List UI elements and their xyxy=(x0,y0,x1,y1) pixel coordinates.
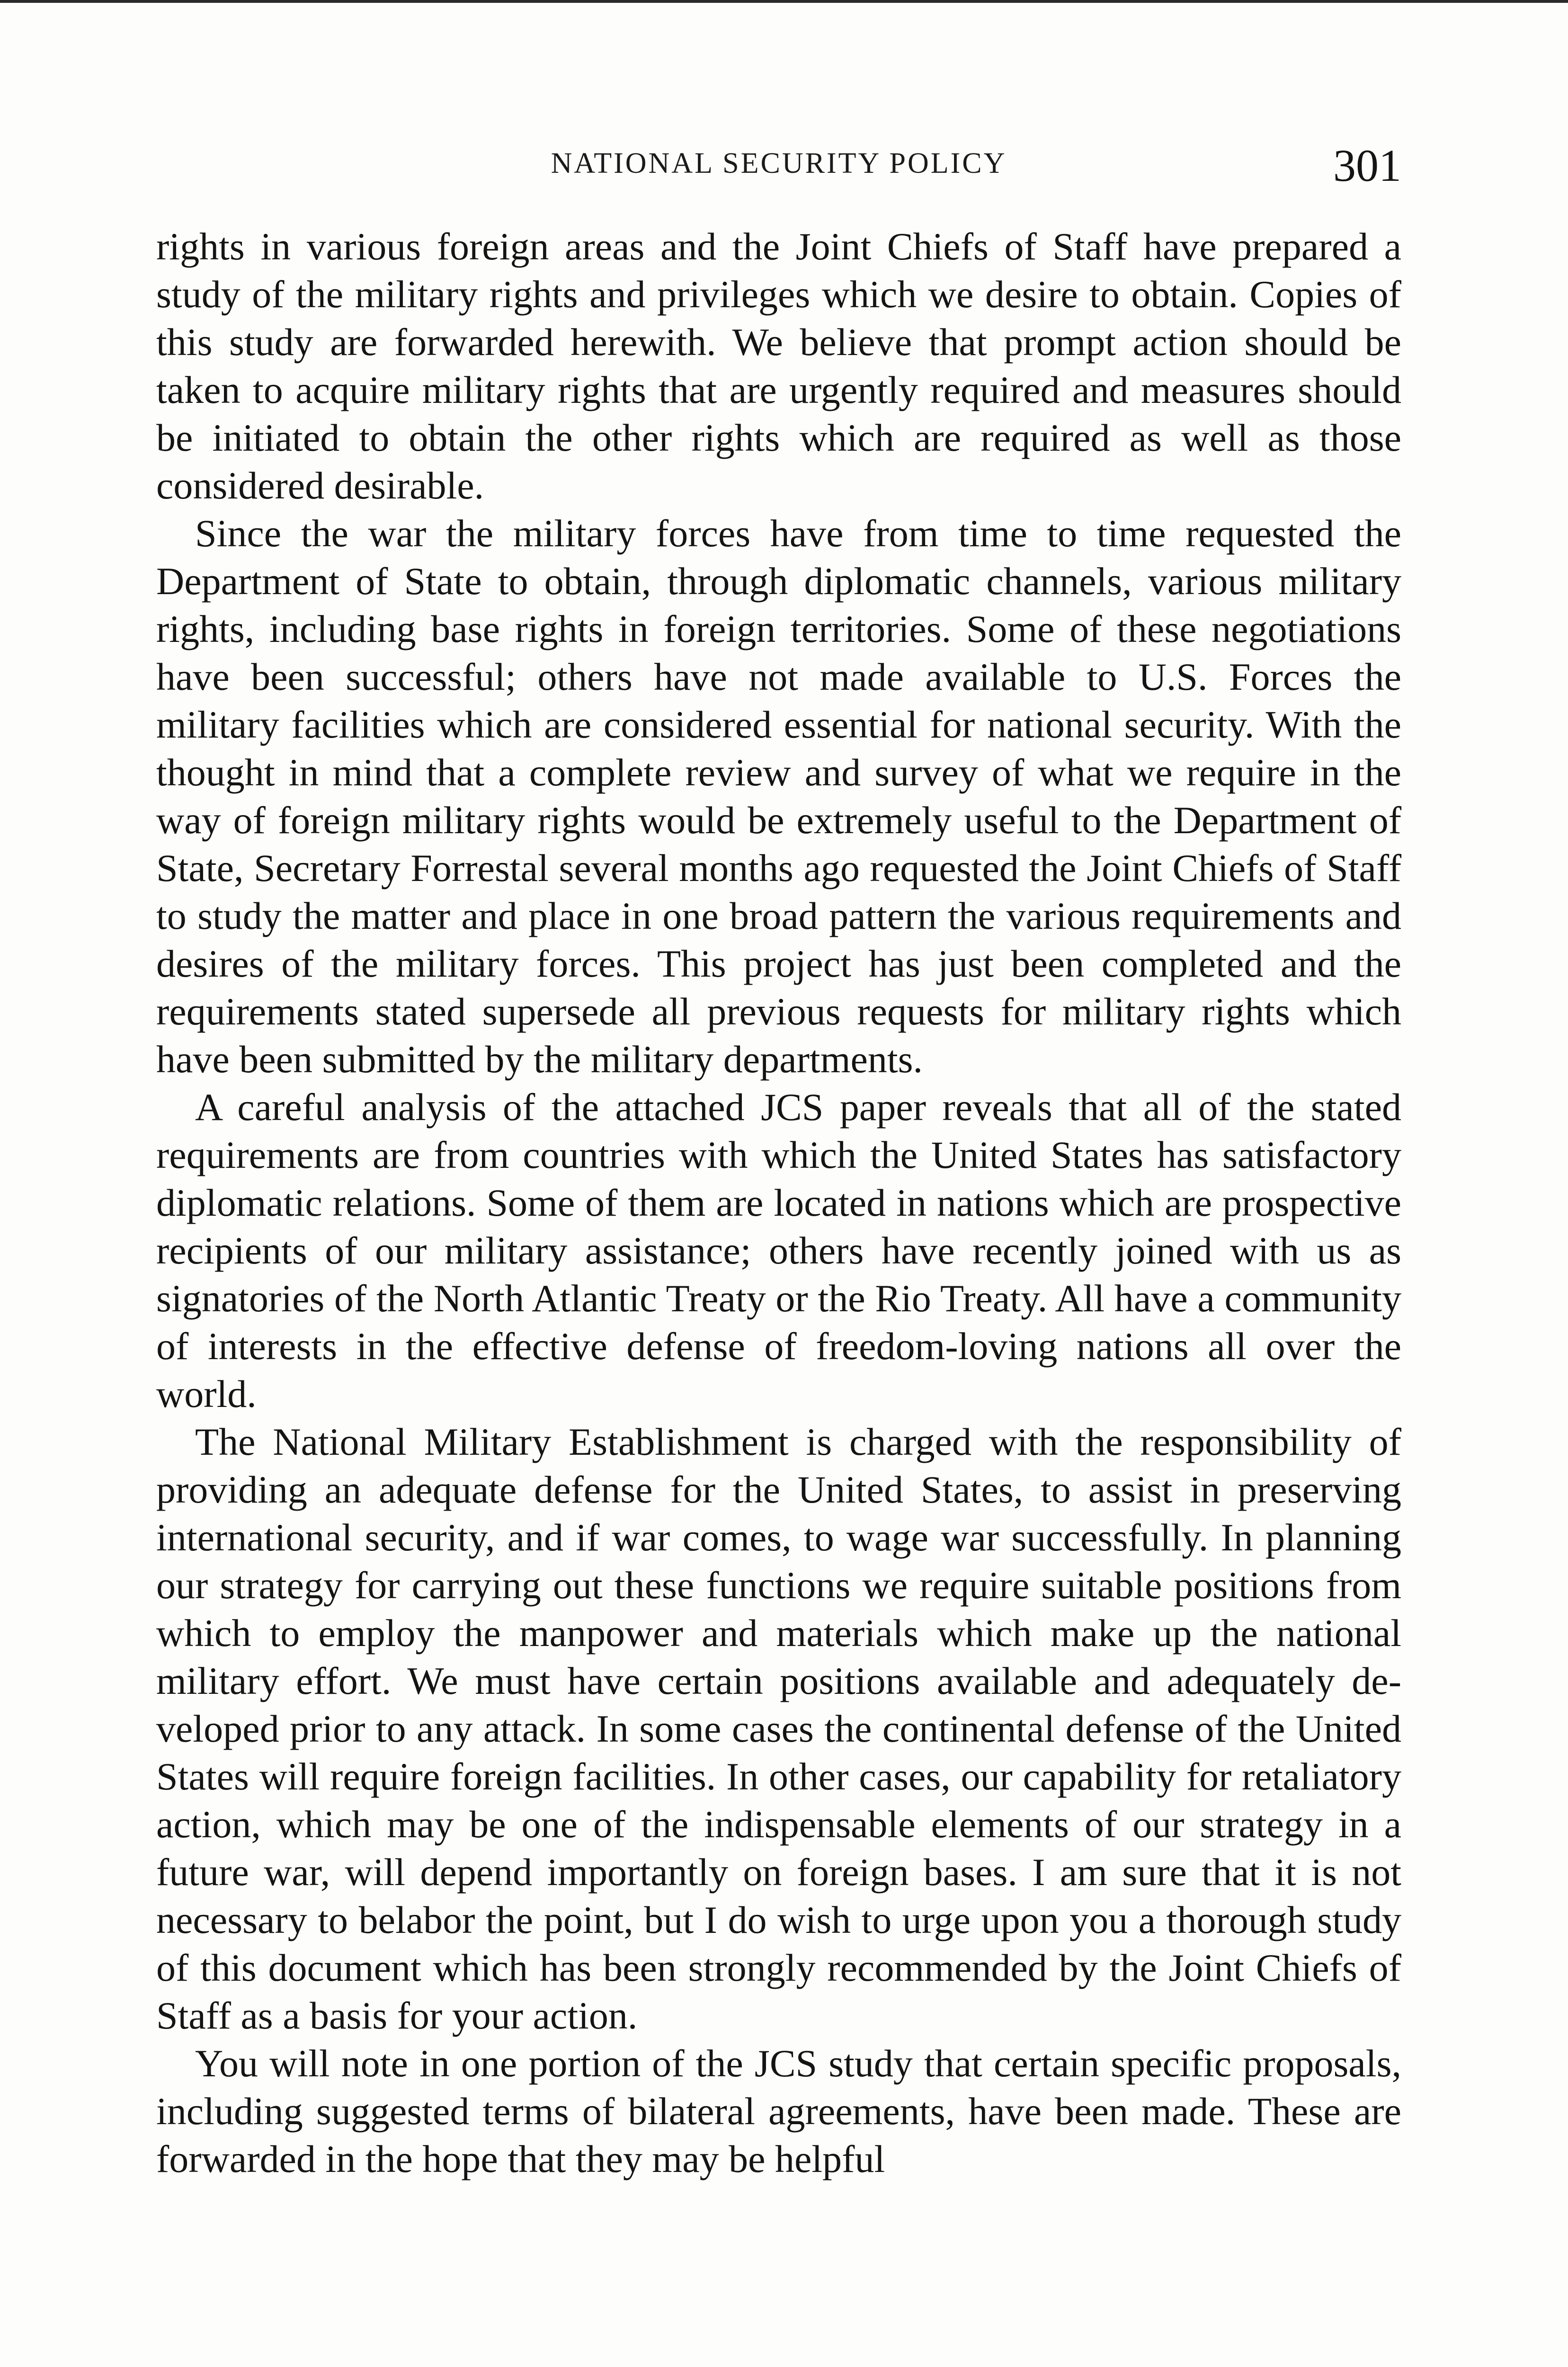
paragraph: The National Military Establishment is charged with the responsibility of providing an adequate defense for the United States, to assist in preserving international security, and if war comes, to wage war successfully. In planning our strategy for carrying out these functions we require suitable positions from which to employ the manpower and materials which make up the national military effort. We must have certain positions available and adequately developed prior to any attack. In some cases the continental defense of the United States will require foreign facilities. In other cases, our capability for retaliatory action, which may be one of the indispensable elements of our strategy in a future war, will depend importantly on foreign bases. I am sure that it is not necessary to belabor the point, but I do wish to urge upon you a thorough study of this document which has been strongly recommended by the Joint Chiefs of Staff as a basis for your action. xyxy=(156,1420,1401,2037)
paragraph: A careful analysis of the attached JCS paper reveals that all of the stated requirements are from countries with which the United States has satisfactory diplomatic relations. Some of them are located in nations which are prospective recipients of our military assistance; others have recently joined with us as signatories of the North Atlantic Treaty or the Rio Treaty. All have a community of interests in the effective defense of freedom-loving nations all over the world. xyxy=(156,1086,1401,1415)
paragraph: You will note in one portion of the JCS study that certain specific proposals, including suggested terms of bilateral agreements, have been made. These are forwarded in the hope that they may be helpful xyxy=(156,2042,1401,2180)
running-head xyxy=(156,142,1401,194)
running-title: NATIONAL SECURITY POLICY xyxy=(551,147,1007,179)
paragraph-continued: rights in various foreign areas and the Joint Chiefs of Staff have prepared a study of the military rights and privileges which we desire to obtain. Copies of this study are forwarded herewith. We believe that prompt action should be taken to acquire military rights that are urgently required and measures should be initiated to obtain the other rights which are required as well as those considered desirable. xyxy=(156,225,1401,507)
page-number: 301 xyxy=(1333,140,1401,191)
body-text xyxy=(156,222,1401,2183)
paragraph: Since the war the military forces have from time to time requested the Department of State to obtain, through diplomatic channels, various military rights, including base rights in foreign territories. Some of these negotiations have been successful; others have not made available to U.S. Forces the military facilities which are considered essential for national security. With the thought in mind that a complete review and survey of what we require in the way of foreign military rights would be extremely useful to the Department of State, Secretary Forrestal several months ago requested the Joint Chiefs of Staff to study the matter and place in one broad pattern the various requirements and desires of the military forces. This project has just been completed and the requirements stated supersede all previous requests for military rights which have been submitted by the military departments. xyxy=(156,512,1401,1081)
top-edge-rule xyxy=(0,0,1568,3)
